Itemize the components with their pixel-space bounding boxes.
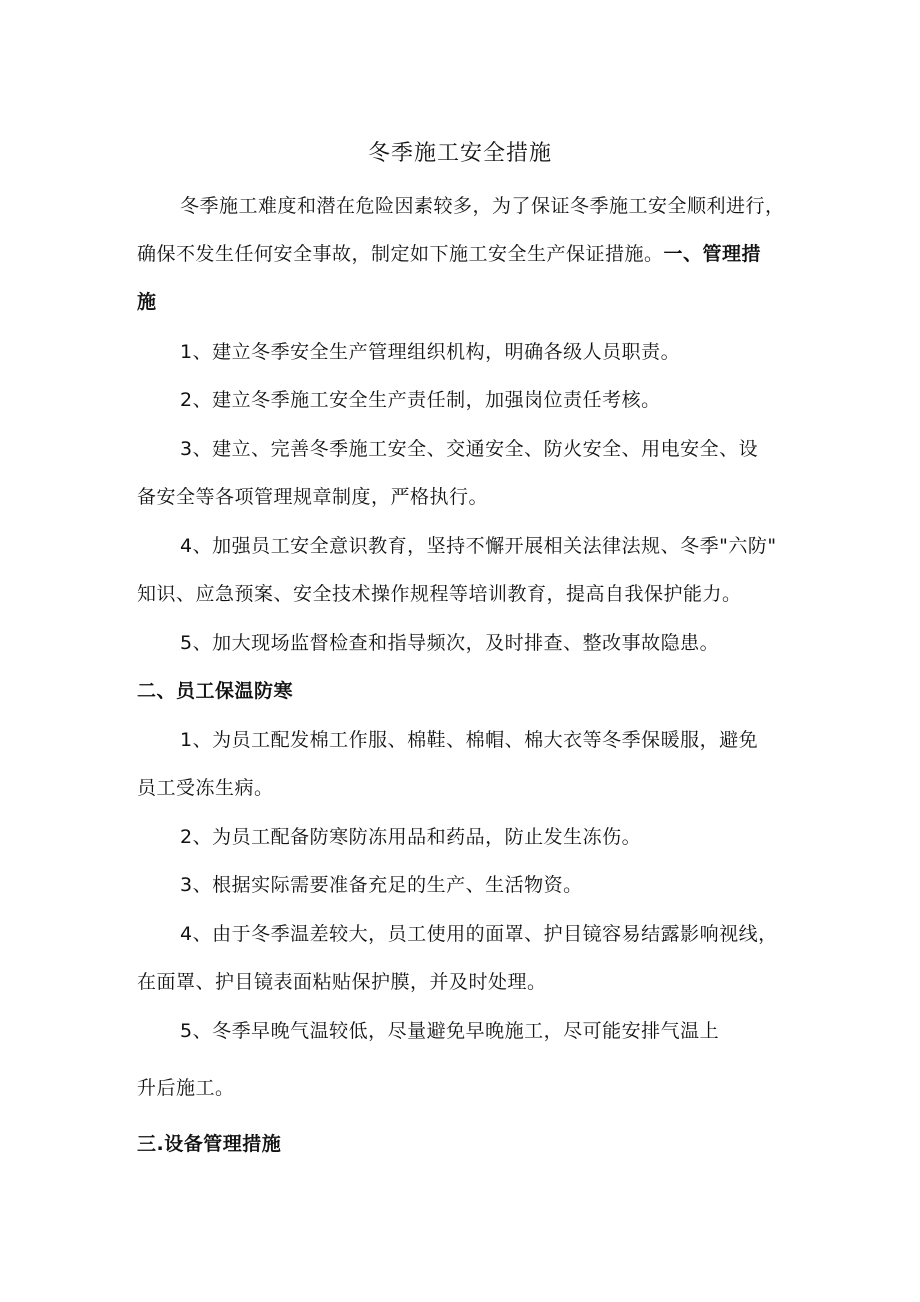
- section-1-heading-tail: 施: [137, 291, 157, 313]
- list-item-continuation: 知识、应急预案、安全技术操作规程等培训教育，提高自我保护能力。: [137, 583, 742, 605]
- list-item: 4、加强员工安全意识教育，坚持不懈开展相关法律法规、冬季"六防": [180, 535, 777, 557]
- intro-line: 冬季施工难度和潜在危险因素较多，为了保证冬季施工安全顺利进行，: [180, 195, 785, 217]
- intro-line: [137, 242, 761, 266]
- section-1-heading: 一、管理措: [663, 243, 762, 265]
- list-item: 1、为员工配发棉工作服、棉鞋、棉帽、棉大衣等冬季保暖服，避免: [180, 729, 759, 751]
- intro-text: 确保不发生任何安全事故，制定如下施工安全生产保证措施。: [137, 243, 664, 265]
- list-item: 2、建立冬季施工安全生产责任制，加强岗位责任考核。: [180, 389, 661, 411]
- list-item: 5、加大现场监督检查和指导频次，及时排查、整改事故隐患。: [180, 632, 720, 654]
- list-item: 4、由于冬季温差较大，员工使用的面罩、护目镜容易结露影响视线，: [180, 923, 778, 945]
- section-3-heading: 三.设备管理措施: [137, 1133, 282, 1155]
- document-title: 冬季施工安全措施: [367, 141, 552, 166]
- list-item: 5、冬季早晚气温较低，尽量避免早晚施工，尽可能安排气温上: [180, 1020, 720, 1042]
- list-item-continuation: 在面罩、护目镜表面粘贴保护膜，并及时处理。: [137, 971, 547, 993]
- list-item-continuation: 升后施工。: [137, 1077, 235, 1099]
- list-item-continuation: 备安全等各项管理规章制度，严格执行。: [137, 486, 489, 508]
- list-item-continuation: 员工受冻生病。: [137, 777, 274, 799]
- list-item: 3、建立、完善冬季施工安全、交通安全、防火安全、用电安全、设: [180, 438, 759, 460]
- list-item: 3、根据实际需要准备充足的生产、生活物资。: [180, 874, 583, 896]
- list-item: 2、为员工配备防寒防冻用品和药品，防止发生冻伤。: [180, 826, 642, 848]
- list-item: 1、建立冬季安全生产管理组织机构，明确各级人员职责。: [180, 341, 681, 363]
- section-2-heading: 二、员工保温防寒: [137, 680, 294, 702]
